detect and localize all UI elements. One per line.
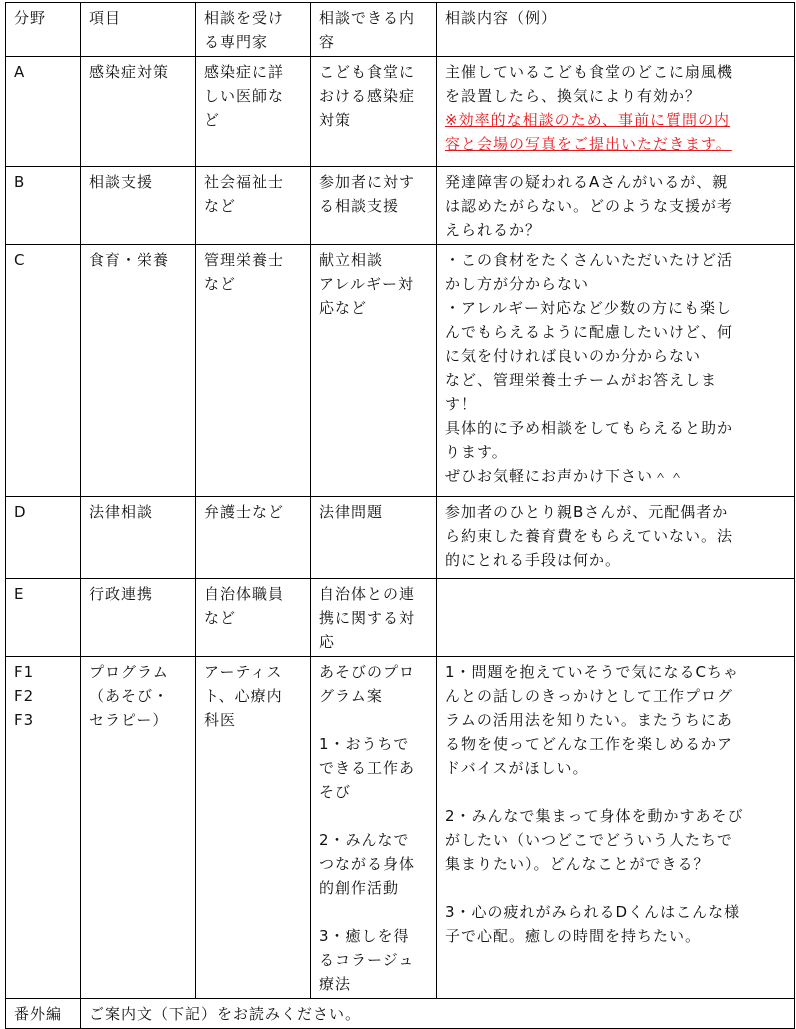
row-field: F1 F2 F3 bbox=[6, 657, 81, 999]
row-content: あそびのプロ グラム案 1・おうちで できる工作あ そび 2・みんなで つながる身体 的創作活動 3・癒しを得 るコラージュ 療法 bbox=[311, 657, 437, 999]
advance-submission-note: 容と会場の写真をご提出いただきます。 bbox=[445, 135, 732, 153]
table-row bbox=[6, 497, 795, 579]
row-expert: 弁護士など bbox=[196, 497, 311, 579]
row-example: 1・問題を抱えていそうで気になるCちゃ んとの話しのきっかけとして工作プログ ラムの活用法を知りたい。またうちにあ る物を使ってどんな工作を楽しめるかア ドバイスがほしい。 2・みんなで集まって身体を動かすあそび がしたい（いつどこでどういう人たちで 集まりたい）。どんなことができる？ 3・心の疲れがみられるDくんはこんな様 子で心配。癒しの時間を持ちたい。 bbox=[437, 657, 795, 999]
row-item: 行政連携 bbox=[81, 579, 196, 657]
row-content: 献立相談 アレルギー対 応など bbox=[311, 245, 437, 497]
consultation-table-page bbox=[5, 2, 794, 1023]
row-content: こども食堂に おける感染症 対策 bbox=[311, 57, 437, 167]
row-field: A bbox=[6, 57, 81, 167]
row-example: 発達障害の疑われるAさんがいるが、親 は認めたがらない。どのような支援が考 えられるか？ bbox=[437, 167, 795, 245]
header-example: 相談内容（例） bbox=[437, 3, 795, 57]
row-item: 法律相談 bbox=[81, 497, 196, 579]
header-item: 項目 bbox=[81, 3, 196, 57]
consultation-table bbox=[5, 2, 795, 1029]
header-row bbox=[6, 3, 795, 57]
row-example bbox=[437, 579, 795, 657]
row-item: 感染症対策 bbox=[81, 57, 196, 167]
table-row bbox=[6, 579, 795, 657]
row-expert: 自治体職員 など bbox=[196, 579, 311, 657]
row-content: 自治体との連 携に関する対 応 bbox=[311, 579, 437, 657]
footer-field: 番外編 bbox=[6, 999, 81, 1029]
table-row bbox=[6, 245, 795, 497]
advance-submission-note: ※効率的な相談のため、事前に質問の内 bbox=[445, 111, 730, 129]
header-expert: 相談を受け る専門家 bbox=[196, 3, 311, 57]
row-field: E bbox=[6, 579, 81, 657]
row-item: プログラム （あそび・ セラピー） bbox=[81, 657, 196, 999]
footer-text: ご案内文（下記）をお読みください。 bbox=[81, 999, 795, 1029]
table-row bbox=[6, 57, 795, 167]
row-item: 食育・栄養 bbox=[81, 245, 196, 497]
row-content: 参加者に対す る相談支援 bbox=[311, 167, 437, 245]
row-field: C bbox=[6, 245, 81, 497]
row-expert: 感染症に詳 しい医師な ど bbox=[196, 57, 311, 167]
row-expert: アーティス ト、心療内 科医 bbox=[196, 657, 311, 999]
row-field: D bbox=[6, 497, 81, 579]
table-row bbox=[6, 657, 795, 999]
header-content: 相談できる内 容 bbox=[311, 3, 437, 57]
row-example: ・この食材をたくさんいただいたけど活 かし方が分からない ・アレルギー対応など少数の方にも楽し んでもらえるように配慮したいけど、何 に気を付ければ良いのか分からない など、管理栄養士チームがお答えしま す！ 具体的に予め相談をしてもらえると助か ります。 ぜひお気軽にお声かけ下さい＾＾ bbox=[437, 245, 795, 497]
row-expert: 管理栄養士 など bbox=[196, 245, 311, 497]
row-item: 相談支援 bbox=[81, 167, 196, 245]
table-row bbox=[6, 167, 795, 245]
row-expert: 社会福祉士 など bbox=[196, 167, 311, 245]
row-field: B bbox=[6, 167, 81, 245]
footer-row bbox=[6, 999, 795, 1029]
row-example: 参加者のひとり親Bさんが、元配偶者か ら約束した養育費をもらえていない。法 的にとれる手段は何か。 bbox=[437, 497, 795, 579]
header-field: 分野 bbox=[6, 3, 81, 57]
row-content: 法律問題 bbox=[311, 497, 437, 579]
row-example: 主催しているこども食堂のどこに扇風機 を設置したら、換気により有効か？ ※効率的な相談のため、事前に質問の内 容と会場の写真をご提出いただきます。 bbox=[437, 57, 795, 167]
